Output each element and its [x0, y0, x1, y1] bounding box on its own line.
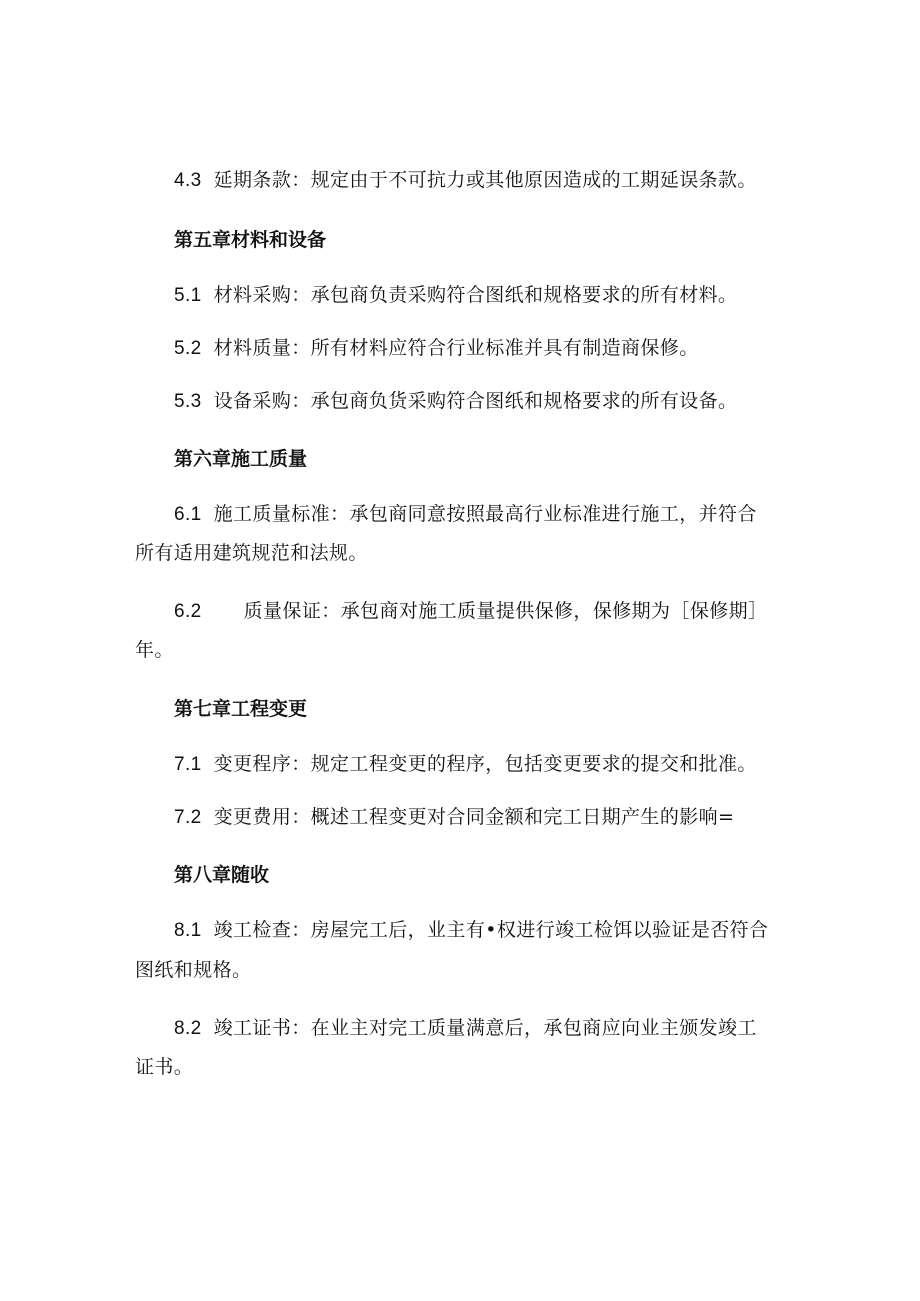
clause-number: 7.2 [174, 807, 202, 828]
clause-number: 6.1 [174, 504, 202, 525]
clause-text: 材料质量：所有材料应符合行业标准并具有制造商保修。 [213, 337, 699, 359]
clause-number: 8.1 [174, 920, 202, 941]
clause-6-1-continuation: 所有适用建筑规范和法规。 [135, 542, 368, 564]
clause-number: 7.1 [174, 754, 202, 775]
clause-text: 变更程序：规定工程变更的程序，包括变更要求的提交和批准。 [213, 753, 757, 775]
chapter-8-heading: 第八章随收 [174, 864, 270, 886]
clause-8-2 [174, 1016, 829, 1041]
clause-7-2 [174, 805, 829, 830]
clause-text: 施工质量标准：承包商同意按照最高行业标准进行施工，并符合 [213, 503, 757, 525]
clause-6-2-continuation: 年。 [135, 639, 174, 661]
clause-7-1 [174, 752, 829, 777]
clause-6-1 [174, 502, 829, 527]
clause-number: 5.2 [174, 338, 202, 359]
chapter-6-heading: 第六章施工质量 [174, 448, 308, 470]
clause-8-1-continuation: 图纸和规格。 [135, 959, 252, 981]
clause-6-2 [174, 599, 829, 624]
clause-text: 竣工检查：房屋完工后，业主有•权进行竣工检饵以验证是否符合 [213, 919, 769, 941]
clause-text: 材料采购：承包商负责采购符合图纸和规格要求的所有材料。 [213, 284, 738, 306]
clause-text: 竣工证书：在业主对完工质量满意后，承包商应向业主颁发竣工 [213, 1017, 757, 1039]
clause-5-1 [174, 283, 829, 308]
clause-text: 变更费用：概述工程变更对合同金额和完工日期产生的影响= [213, 806, 735, 828]
clause-5-2 [174, 336, 829, 361]
clause-8-1 [174, 918, 829, 943]
clause-text: 设备采购：承包商负货采购符合图纸和规格要求的所有设备。 [213, 390, 738, 412]
clause-number: 6.2 [174, 601, 202, 622]
clause-number: 8.2 [174, 1018, 202, 1039]
chapter-7-heading: 第七章工程变更 [174, 698, 308, 720]
clause-text: 质量保证：承包商对施工质量提供保修，保修期为［保修期］ [243, 600, 768, 622]
clause-number: 5.3 [174, 391, 202, 412]
clause-number: 4.3 [174, 170, 202, 191]
chapter-5-heading: 第五章材料和设备 [174, 229, 327, 251]
clause-number: 5.1 [174, 285, 202, 306]
clause-5-3 [174, 389, 829, 414]
clause-text: 延期条款：规定由于不可抗力或其他原因造成的工期延误条款。 [213, 169, 757, 191]
clause-8-2-continuation: 证书。 [135, 1056, 194, 1078]
clause-4-3 [174, 168, 829, 193]
